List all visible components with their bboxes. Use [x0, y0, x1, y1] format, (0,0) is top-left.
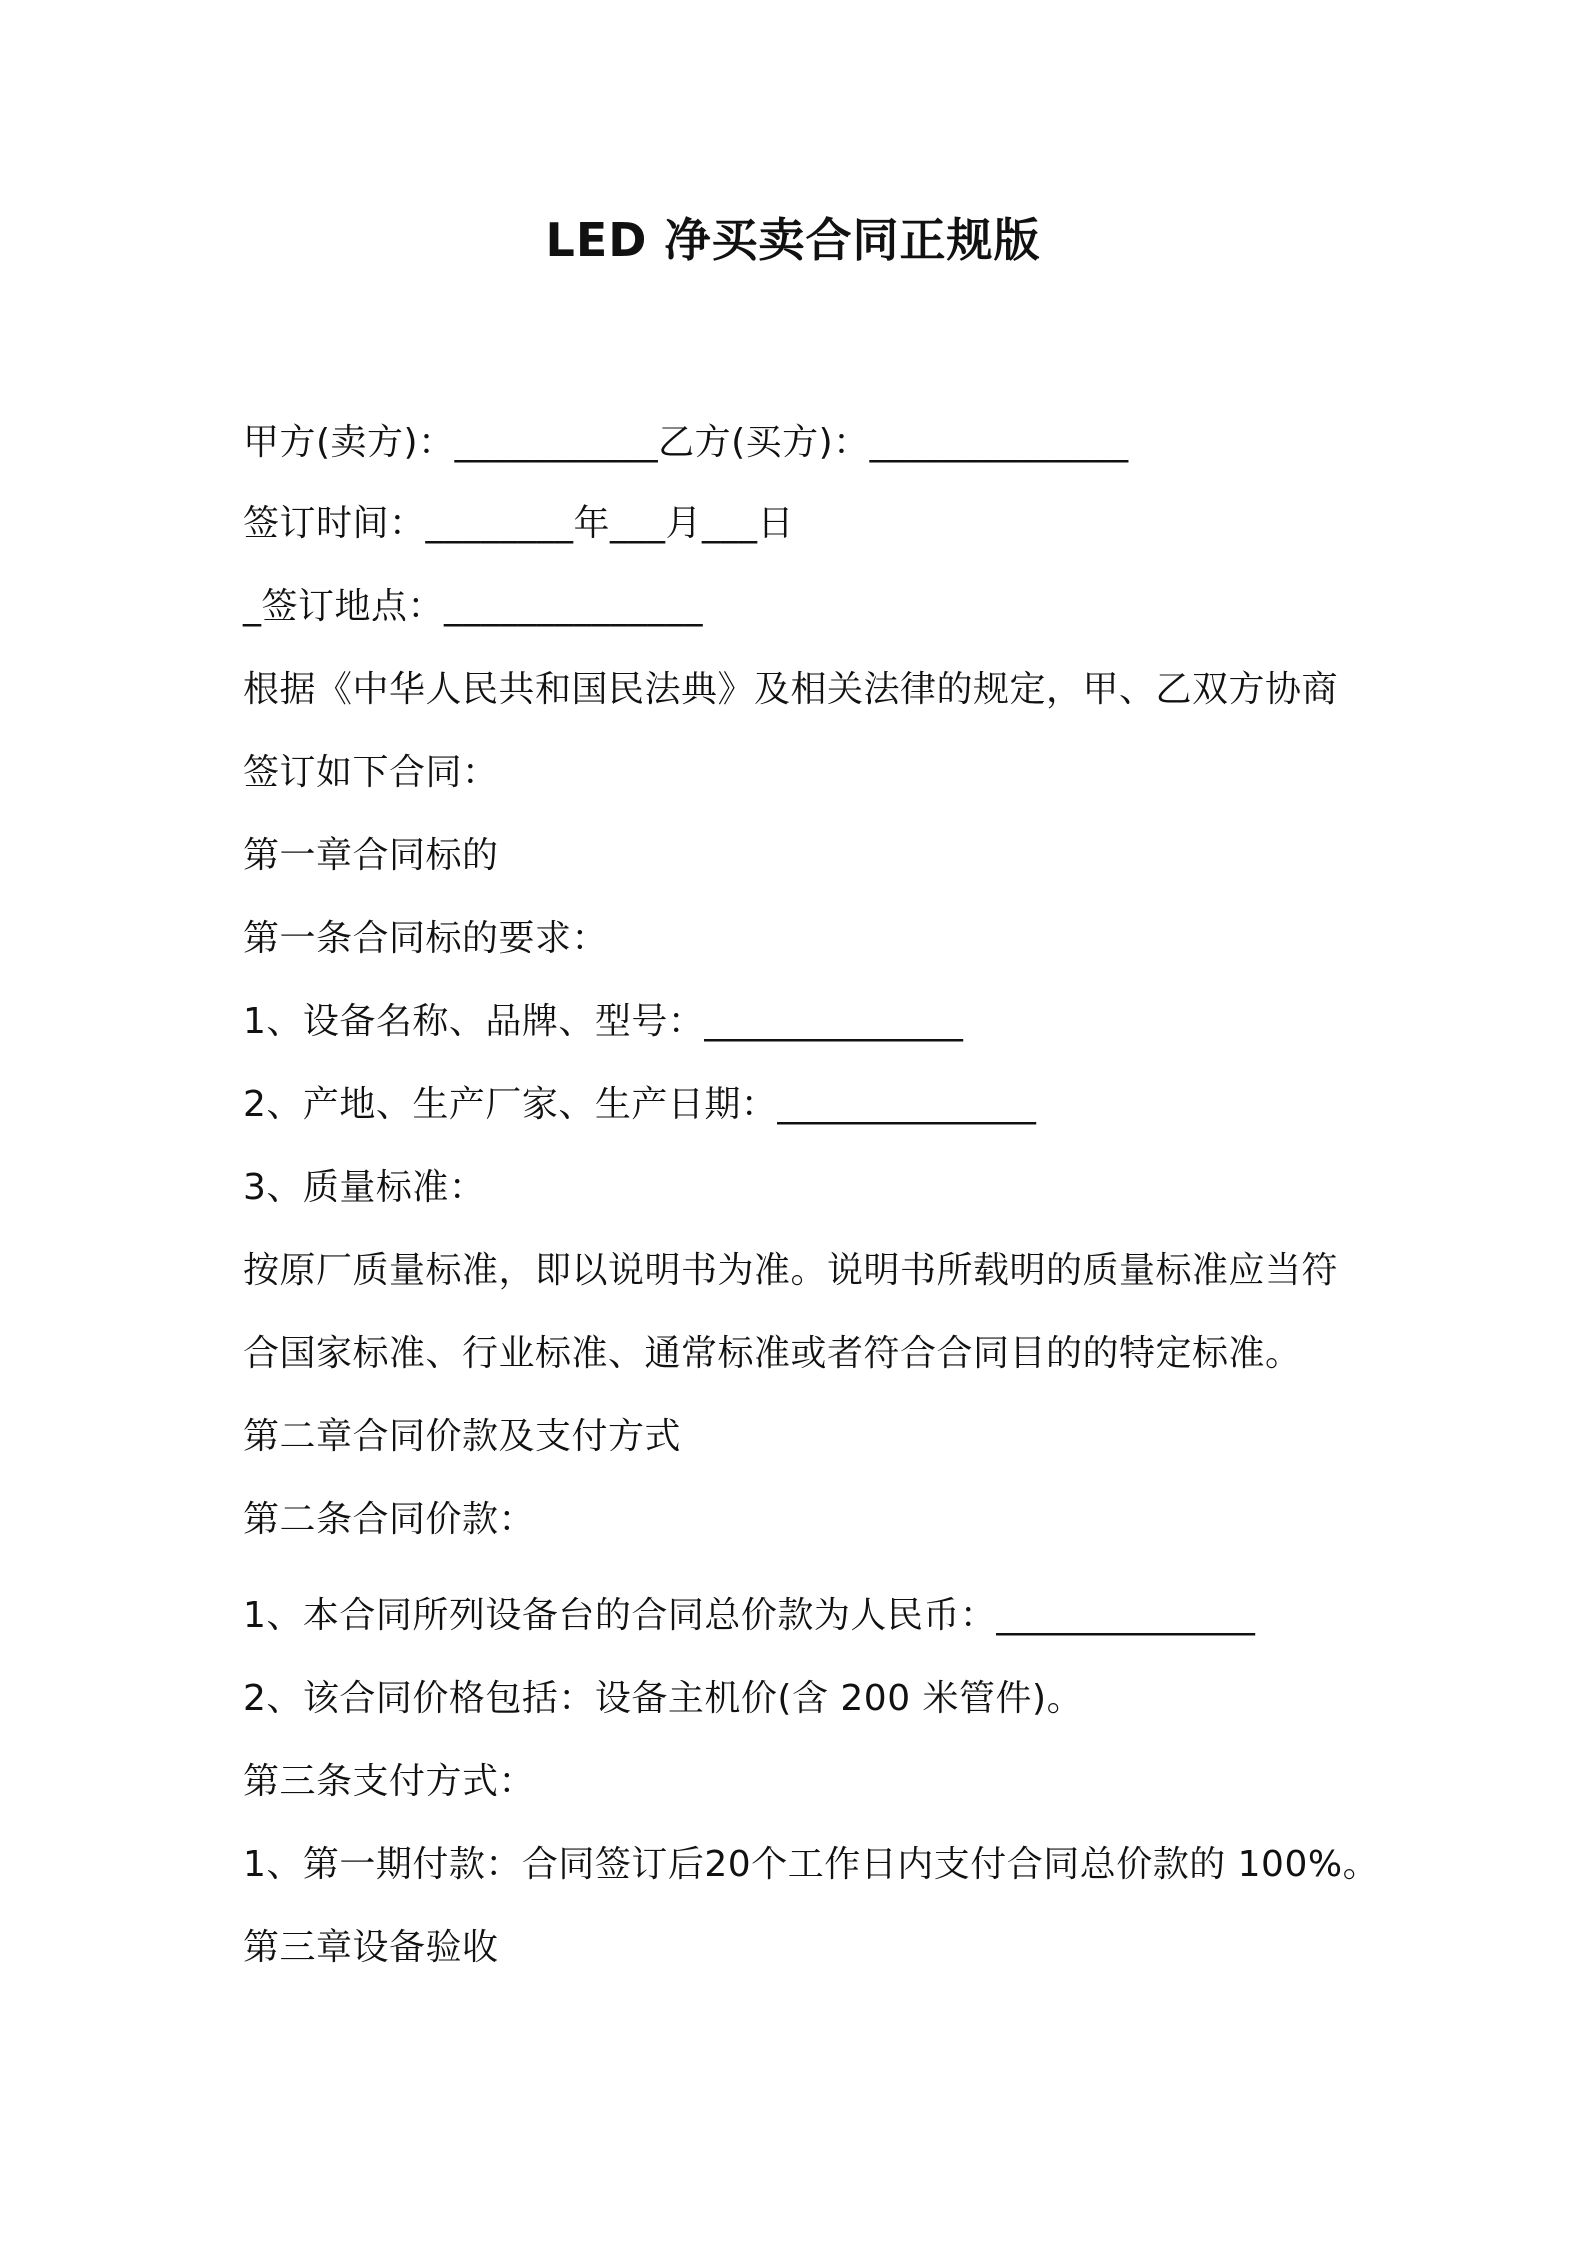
preamble-line-2: 签订如下合同：: [243, 752, 499, 793]
quality-standard-line-1: 按原厂质量标准，即以说明书为准。说明书所载明的质量标准应当符: [243, 1250, 1339, 1291]
article-1-item-1: 1、设备名称、品牌、型号：______________: [243, 1001, 964, 1042]
chapter-3-heading: 第三章设备验收: [243, 1927, 499, 1968]
article-1-item-3: 3、质量标准：: [243, 1167, 486, 1208]
article-2-item-1: 1、本合同所列设备台的合同总价款为人民币：______________: [243, 1595, 1256, 1636]
article-1-heading: 第一条合同标的要求：: [243, 918, 609, 959]
chapter-2-heading: 第二章合同价款及支付方式: [243, 1416, 682, 1457]
signing-date-line: 签订时间：________年___月___日: [243, 503, 795, 544]
document-title: LED 净买卖合同正规版: [545, 213, 1041, 267]
article-2-heading: 第二条合同价款：: [243, 1499, 536, 1540]
preamble-line-1: 根据《中华人民共和国民法典》及相关法律的规定，甲、乙双方协商: [243, 669, 1339, 710]
chapter-1-heading: 第一章合同标的: [243, 835, 499, 876]
quality-standard-line-2: 合国家标准、行业标准、通常标准或者符合合同目的的特定标准。: [243, 1333, 1302, 1374]
article-3-heading: 第三条支付方式：: [243, 1761, 536, 1802]
parties-line: 甲方(卖方)：___________乙方(买方)：______________: [243, 422, 1129, 463]
signing-place-line: _签订地点：______________: [243, 586, 704, 627]
article-1-item-2: 2、产地、生产厂家、生产日期：______________: [243, 1084, 1037, 1125]
article-3-item-1: 1、第一期付款：合同签订后20个工作日内支付合同总价款的 100%。: [243, 1844, 1380, 1885]
article-2-item-2: 2、该合同价格包括：设备主机价(含 200 米管件)。: [243, 1678, 1084, 1719]
